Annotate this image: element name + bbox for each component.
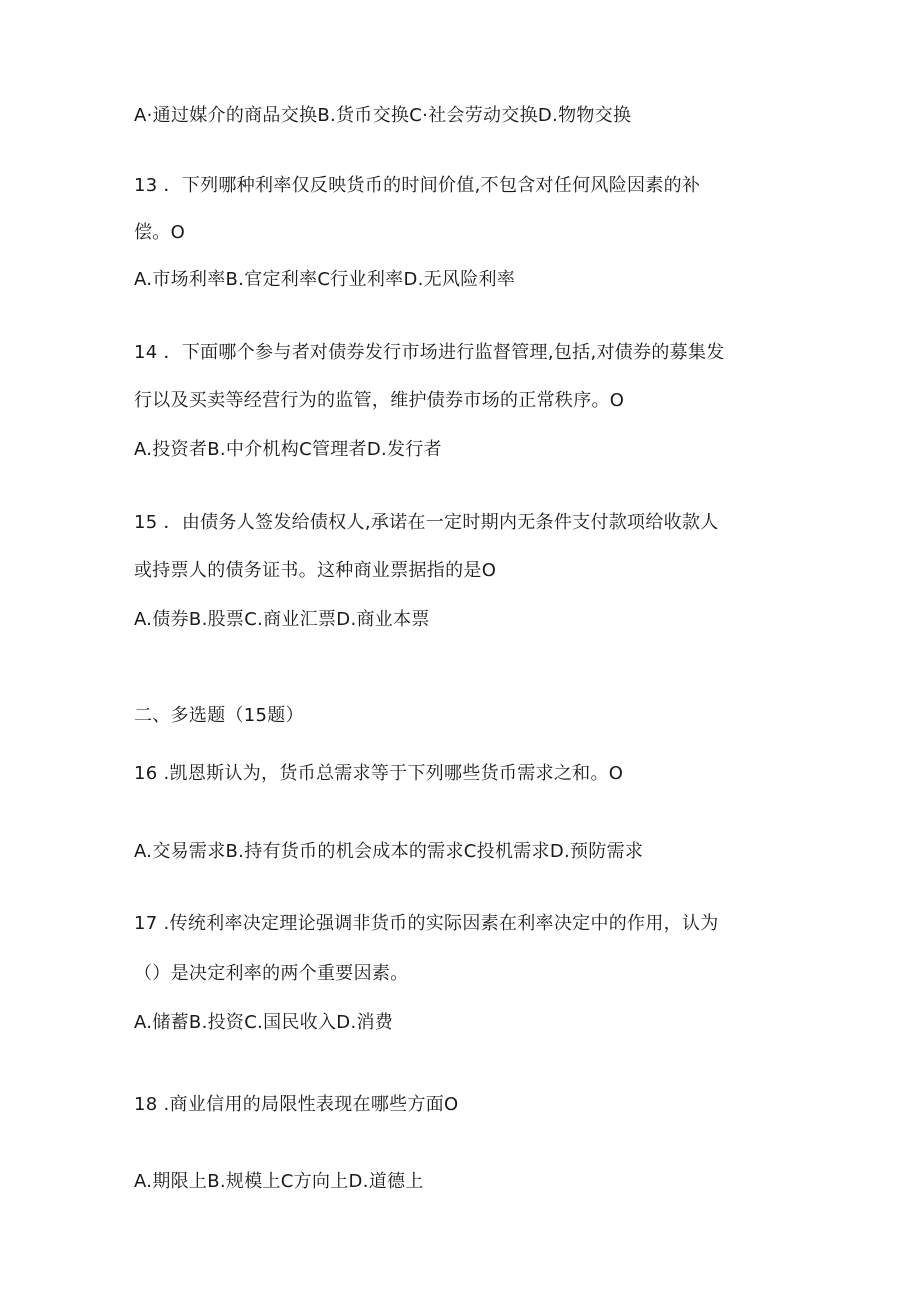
q15-question-line-1: 15 ．由债务人签发给债权人,承诺在一定时期内无条件支付款项给收款人 xyxy=(134,512,719,533)
q13-options: A.市场利率B.官定利率C行业利率D.无风险利率 xyxy=(134,269,516,290)
q14-options: A.投资者B.中介机构C管理者D.发行者 xyxy=(134,439,442,460)
q15-options: A.债券B.股票C.商业汇票D.商业本票 xyxy=(134,609,430,630)
q17-options: A.储蓄B.投资C.国民收入D.消费 xyxy=(134,1012,394,1033)
q16-options: A.交易需求B.持有货币的机会成本的需求C投机需求D.预防需求 xyxy=(134,841,644,862)
q16-question: 16 .凯恩斯认为，货币总需求等于下列哪些货币需求之和。O xyxy=(134,763,624,784)
q12-options: A·通过媒介的商品交换B.货币交换C·社会劳动交换D.物物交换 xyxy=(134,105,632,126)
q17-question-line-2: （）是决定利率的两个重要因素。 xyxy=(134,963,409,984)
q14-question-line-2: 行以及买卖等经营行为的监管，维护债券市场的正常秩序。O xyxy=(134,390,625,411)
q15-question-line-2: 或持票人的债务证书。这种商业票据指的是O xyxy=(134,560,497,581)
q17-question-line-1: 17 .传统利率决定理论强调非货币的实际因素在利率决定中的作用，认为 xyxy=(134,913,719,934)
section-heading-multiple-choice: 二、多选题（15题） xyxy=(134,705,304,726)
q18-options: A.期限上B.规模上C方向上D.道德上 xyxy=(134,1171,424,1192)
q14-question-line-1: 14 ．下面哪个参与者对债券发行市场进行监督管理,包括,对债券的募集发 xyxy=(134,342,725,363)
q13-question-line-1: 13 ．下列哪种利率仅反映货币的时间价值,不包含对任何风险因素的补 xyxy=(134,175,701,196)
q18-question: 18 .商业信用的局限性表现在哪些方面O xyxy=(134,1094,459,1115)
q13-question-line-2: 偿。O xyxy=(134,222,186,243)
